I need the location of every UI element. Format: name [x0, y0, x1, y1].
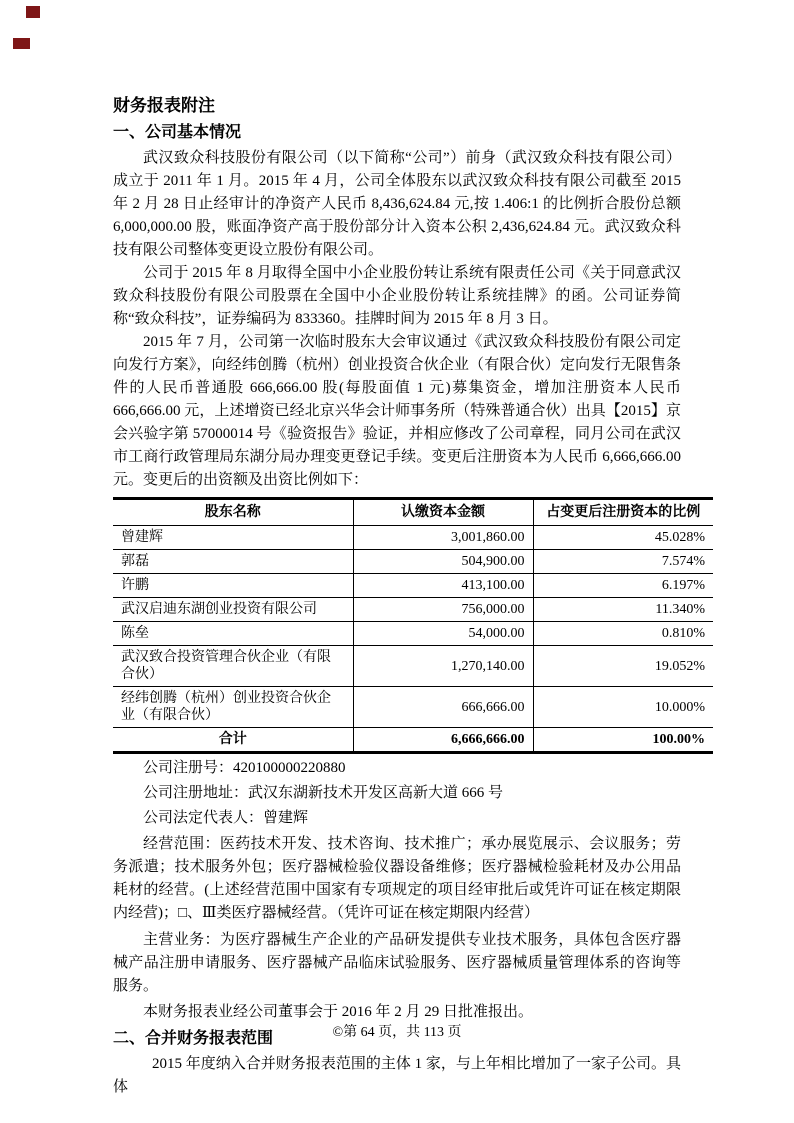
capital-amount-cell: 1,270,140.00	[353, 646, 533, 687]
total-amount-cell: 6,666,666.00	[353, 728, 533, 753]
table-row	[113, 526, 713, 550]
table-row	[113, 646, 713, 687]
legal-representative-line: 公司法定代表人：曾建辉	[143, 810, 309, 826]
shareholder-name-cell: 郭磊	[113, 550, 353, 574]
table-row	[113, 598, 713, 622]
table-row	[113, 622, 713, 646]
ratio-cell: 19.052%	[533, 646, 713, 687]
section2-heading: 二、合并财务报表范围	[113, 1030, 274, 1047]
shareholder-name-cell: 经纬创腾（杭州）创业投资合伙企业（有限合伙）	[113, 687, 353, 728]
capital-amount-cell: 504,900.00	[353, 550, 533, 574]
registration-address-line: 公司注册地址：武汉东湖新技术开发区高新大道 666 号	[143, 785, 504, 801]
table-header-row	[113, 499, 713, 526]
company-history-paragraph: 武汉致众科技股份有限公司（以下简称“公司”）前身（武汉致众科技有限公司）成立于 2011 年 1 月。2015 年 4 月，公司全体股东以武汉致众科技有限公司截至 2015 年 2 月 28 日止经审计的净资产人民币 8,436,624.84 元,按 1.406:1 的比例折合股份总额6,000,000.00 股，账面净资产高于股份部分计入资本公积 2,436,624.84 元。武汉致众科技有限公司整体变更设立股份有限公司。	[113, 150, 681, 258]
header-ratio: 占变更后注册资本的比例	[533, 499, 713, 526]
capital-amount-cell: 3,001,860.00	[353, 526, 533, 550]
shareholder-name-cell: 武汉启迪东湖创业投资有限公司	[113, 598, 353, 622]
ratio-cell: 10.000%	[533, 687, 713, 728]
ratio-cell: 6.197%	[533, 574, 713, 598]
approval-line: 本财务报表业经公司董事会于 2016 年 2 月 29 日批准报出。	[143, 1004, 534, 1020]
shareholder-table	[113, 497, 713, 754]
listing-paragraph: 公司于 2015 年 8 月取得全国中小企业股份转让系统有限责任公司《关于同意武汉致众科技股份有限公司股票在全国中小企业股份转让系统挂牌》的函。公司证券简称“致众科技”，证券编码为 833360。挂牌时间为 2015 年 8 月 3 日。	[113, 265, 681, 327]
capital-amount-cell: 756,000.00	[353, 598, 533, 622]
shareholder-name-cell: 曾建辉	[113, 526, 353, 550]
total-label-cell: 合计	[218, 732, 247, 747]
header-subscribed-capital: 认缴资本金额	[353, 499, 533, 526]
shareholder-table-body	[113, 526, 713, 728]
consolidation-scope-paragraph: 2015 年度纳入合并财务报表范围的主体 1 家，与上年相比增加了一家子公司。具体	[113, 1056, 681, 1095]
shareholder-name-cell: 陈垒	[113, 622, 353, 646]
ratio-cell: 45.028%	[533, 526, 713, 550]
capital-amount-cell: 54,000.00	[353, 622, 533, 646]
section1-heading: 一、公司基本情况	[113, 124, 242, 141]
red-mark-artifact	[13, 38, 30, 49]
page-title: 财务报表附注	[113, 96, 215, 115]
total-ratio-cell: 100.00%	[533, 728, 713, 753]
page-footer: ©第 64 页，共 113 页	[332, 1025, 462, 1040]
table-row	[113, 574, 713, 598]
capital-amount-cell: 666,666.00	[353, 687, 533, 728]
table-row	[113, 550, 713, 574]
capital-amount-cell: 413,100.00	[353, 574, 533, 598]
ratio-cell: 11.340%	[533, 598, 713, 622]
business-scope-paragraph: 经营范围：医药技术开发、技术咨询、技术推广；承办展览展示、会议服务；劳务派遣；技术服务外包；医疗器械检验仪器设备维修；医疗器械检验耗材及办公用品耗材的经营。(上述经营范围中国家有专项规定的项目经审批后或凭许可证在核定期限内经营)；□、Ⅲ类医疗器械经营。（凭许可证在核定期限内经营）	[113, 836, 681, 921]
ratio-cell: 7.574%	[533, 550, 713, 574]
document-content	[113, 93, 705, 1099]
registration-number-line: 公司注册号：420100000220880	[143, 760, 346, 776]
shareholder-name-cell: 武汉致合投资管理合伙企业（有限合伙）	[113, 646, 353, 687]
main-business-paragraph: 主营业务：为医疗器械生产企业的产品研发提供专业技术服务，具体包含医疗器械产品注册申请服务、医疗器械产品临床试验服务、医疗器械质量管理体系的咨询等服务。	[113, 932, 681, 994]
table-row	[113, 687, 713, 728]
ratio-cell: 0.810%	[533, 622, 713, 646]
capital-increase-paragraph: 2015 年 7 月，公司第一次临时股东大会审议通过《武汉致众科技股份有限公司定向发行方案》，向经纬创腾（杭州）创业投资合伙企业（有限合伙）定向发行无限售条件的人民币普通股 666,666.00 股(每股面值 1 元)募集资金，增加注册资本人民币 666,666.00 元，上述增资已经北京兴华会计师事务所（特殊普通合伙）出具【2015】京会兴验字第 57000014 号《验资报告》验证，并相应修改了公司章程，同月公司在武汉市工商行政管理局东湖分局办理变更登记手续。变更后注册资本为人民币 6,666,666.00 元。变更后的出资额及出资比例如下：	[113, 334, 681, 488]
table-total-row	[113, 728, 713, 753]
header-shareholder-name: 股东名称	[113, 499, 353, 526]
shareholder-name-cell: 许鹏	[113, 574, 353, 598]
red-mark-artifact	[26, 6, 40, 18]
